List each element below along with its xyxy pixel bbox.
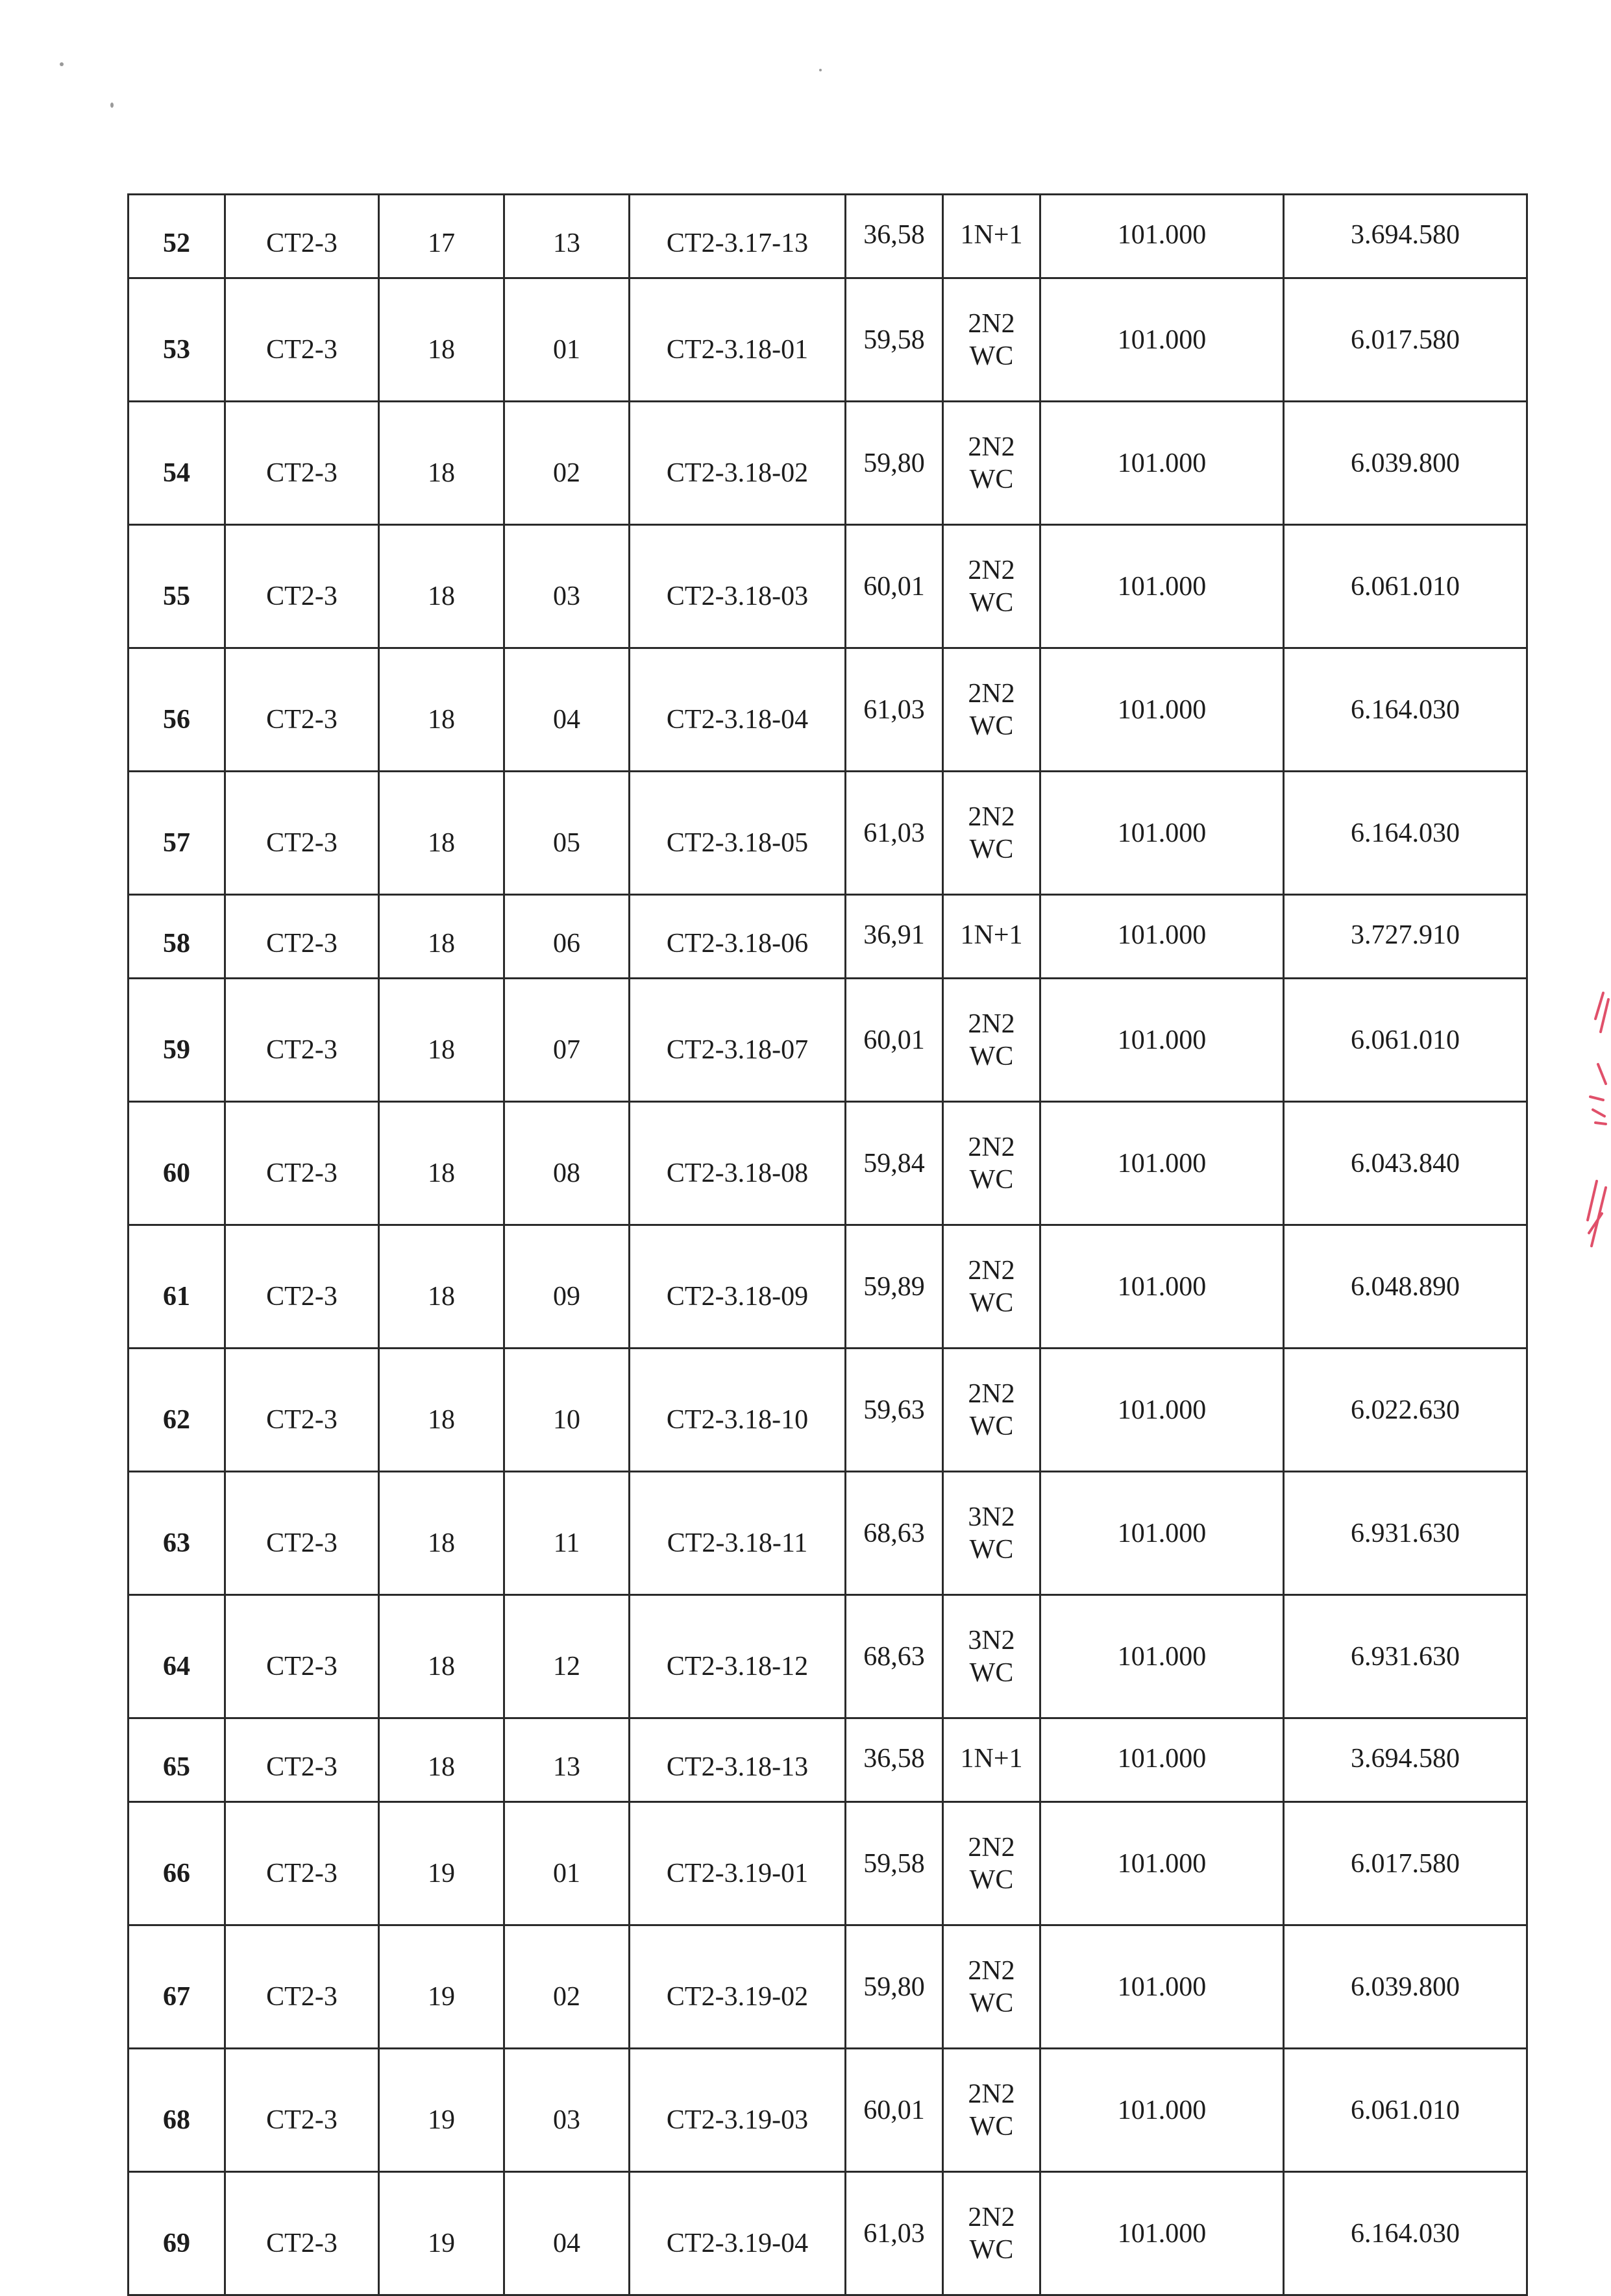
cell-area: 59,89 [846,1225,943,1349]
cell-area: 36,91 [846,895,943,979]
table-row [129,1349,1527,1472]
cell-unit: 03 [504,2049,630,2172]
type-line-1: 2N2 [968,1008,1015,1039]
cell-unit-price: 101.000 [1040,895,1284,979]
cell-floor: 19 [379,2049,504,2172]
cell-stt: 67 [129,1925,225,2049]
cell-apartment: CT2-3.17-13 [630,195,846,278]
cell-building: CT2-3 [225,895,379,979]
cell-unit-price: 101.000 [1040,525,1284,648]
cell-unit-price: 101.000 [1040,1595,1284,1718]
cell-unit: 01 [504,278,630,402]
cell-total: 6.164.030 [1284,648,1527,772]
cell-floor: 18 [379,979,504,1102]
cell-unit: 13 [504,195,630,278]
cell-type [943,525,1040,648]
red-stamp-fragment [1584,986,1611,1259]
cell-type [943,1925,1040,2049]
type-line-1: 2N2 [968,432,1015,462]
type-line-2: WC [969,587,1014,618]
type-line-2: WC [969,1864,1014,1895]
cell-type [943,1802,1040,1925]
type-line-2: WC [969,1534,1014,1565]
cell-apartment: CT2-3.19-02 [630,1925,846,2049]
cell-total: 3.694.580 [1284,1718,1527,1802]
cell-floor: 18 [379,278,504,402]
cell-unit: 01 [504,1802,630,1925]
cell-unit: 10 [504,1349,630,1472]
type-line-1: 2N2 [968,678,1015,709]
cell-floor: 18 [379,1595,504,1718]
scan-speck [60,62,64,66]
type-line-2: WC [969,1657,1014,1688]
cell-unit: 02 [504,402,630,525]
cell-total: 6.017.580 [1284,1802,1527,1925]
cell-unit-price: 101.000 [1040,402,1284,525]
cell-stt: 60 [129,1102,225,1225]
type-line-1: 2N2 [968,2202,1015,2232]
cell-building: CT2-3 [225,1595,379,1718]
cell-unit-price: 101.000 [1040,772,1284,895]
table-row [129,1595,1527,1718]
cell-apartment: CT2-3.18-06 [630,895,846,979]
cell-building: CT2-3 [225,1925,379,2049]
cell-stt: 59 [129,979,225,1102]
table-row [129,979,1527,1102]
cell-floor: 18 [379,895,504,979]
cell-apartment: CT2-3.18-01 [630,278,846,402]
cell-floor: 18 [379,772,504,895]
cell-apartment: CT2-3.18-13 [630,1718,846,1802]
cell-type [943,1595,1040,1718]
cell-type [943,402,1040,525]
type-line-2: WC [969,1041,1014,1071]
cell-total: 6.039.800 [1284,1925,1527,2049]
cell-unit: 08 [504,1102,630,1225]
cell-building: CT2-3 [225,1102,379,1225]
cell-area: 60,01 [846,525,943,648]
cell-area: 68,63 [846,1472,943,1595]
type-line-1: 2N2 [968,308,1015,339]
table-row [129,648,1527,772]
cell-building: CT2-3 [225,1802,379,1925]
cell-stt: 55 [129,525,225,648]
type-line-2: WC [969,341,1014,371]
type-line-1: 2N2 [968,1132,1015,1162]
cell-type [943,1225,1040,1349]
table-row [129,1102,1527,1225]
cell-apartment: CT2-3.18-09 [630,1225,846,1349]
cell-floor: 17 [379,195,504,278]
cell-total: 6.043.840 [1284,1102,1527,1225]
cell-area: 60,01 [846,2049,943,2172]
cell-total: 6.164.030 [1284,772,1527,895]
cell-stt: 68 [129,2049,225,2172]
cell-area: 59,80 [846,1925,943,2049]
cell-unit: 07 [504,979,630,1102]
cell-floor: 18 [379,1102,504,1225]
type-line-1: 2N2 [968,1378,1015,1409]
cell-apartment: CT2-3.18-10 [630,1349,846,1472]
cell-total: 6.931.630 [1284,1472,1527,1595]
type-line-1: 2N2 [968,1832,1015,1862]
table-row [129,2049,1527,2172]
cell-building: CT2-3 [225,648,379,772]
type-line-2: WC [969,2234,1014,2265]
cell-stt: 52 [129,195,225,278]
cell-type [943,2049,1040,2172]
type-line-1: 2N2 [968,1255,1015,1286]
cell-area: 59,58 [846,1802,943,1925]
table-row [129,1472,1527,1595]
cell-building: CT2-3 [225,1225,379,1349]
cell-building: CT2-3 [225,979,379,1102]
cell-stt: 63 [129,1472,225,1595]
cell-building: CT2-3 [225,278,379,402]
cell-floor: 18 [379,525,504,648]
cell-area: 68,63 [846,1595,943,1718]
cell-building: CT2-3 [225,195,379,278]
type-line-2: WC [969,1411,1014,1441]
cell-unit: 11 [504,1472,630,1595]
cell-unit: 05 [504,772,630,895]
cell-unit-price: 101.000 [1040,2049,1284,2172]
type-line-1: 3N2 [968,1502,1015,1532]
cell-unit: 12 [504,1595,630,1718]
cell-total: 3.694.580 [1284,195,1527,278]
cell-unit: 09 [504,1225,630,1349]
cell-apartment: CT2-3.18-04 [630,648,846,772]
cell-apartment: CT2-3.18-05 [630,772,846,895]
cell-unit: 03 [504,525,630,648]
table-row [129,525,1527,648]
cell-unit-price: 101.000 [1040,979,1284,1102]
table-row [129,402,1527,525]
cell-total: 6.061.010 [1284,979,1527,1102]
type-line-1: 2N2 [968,1955,1015,1986]
cell-area: 59,80 [846,402,943,525]
type-line-2: WC [969,1164,1014,1195]
cell-stt: 53 [129,278,225,402]
cell-floor: 19 [379,2172,504,2295]
cell-total: 3.727.910 [1284,895,1527,979]
cell-type [943,772,1040,895]
cell-floor: 19 [379,1925,504,2049]
type-line-2: WC [969,1988,1014,2018]
cell-apartment: CT2-3.19-04 [630,2172,846,2295]
cell-building: CT2-3 [225,772,379,895]
apartment-price-table [127,193,1528,2296]
cell-unit: 04 [504,648,630,772]
cell-area: 59,63 [846,1349,943,1472]
cell-unit-price: 101.000 [1040,1472,1284,1595]
cell-total: 6.061.010 [1284,525,1527,648]
cell-unit-price: 101.000 [1040,195,1284,278]
cell-total: 6.048.890 [1284,1225,1527,1349]
cell-type [943,1472,1040,1595]
cell-building: CT2-3 [225,525,379,648]
cell-stt: 66 [129,1802,225,1925]
cell-type [943,1349,1040,1472]
cell-unit-price: 101.000 [1040,648,1284,772]
cell-apartment: CT2-3.18-03 [630,525,846,648]
cell-unit-price: 101.000 [1040,1225,1284,1349]
cell-unit-price: 101.000 [1040,1802,1284,1925]
table-body [129,195,1527,2295]
cell-total: 6.017.580 [1284,278,1527,402]
cell-unit: 04 [504,2172,630,2295]
cell-apartment: CT2-3.19-03 [630,2049,846,2172]
cell-unit-price: 101.000 [1040,1102,1284,1225]
cell-floor: 18 [379,402,504,525]
cell-apartment: CT2-3.18-02 [630,402,846,525]
cell-stt: 58 [129,895,225,979]
cell-area: 61,03 [846,648,943,772]
cell-floor: 18 [379,1349,504,1472]
scan-speck [110,103,114,108]
table-row [129,2172,1527,2295]
cell-unit-price: 101.000 [1040,1718,1284,1802]
type-line-2: WC [969,711,1014,741]
cell-building: CT2-3 [225,402,379,525]
type-line-2: WC [969,2111,1014,2142]
cell-type: 1N+1 [943,195,1040,278]
cell-unit-price: 101.000 [1040,1925,1284,2049]
cell-apartment: CT2-3.18-07 [630,979,846,1102]
cell-floor: 18 [379,1225,504,1349]
cell-unit: 02 [504,1925,630,2049]
type-line-2: WC [969,834,1014,864]
table-row [129,772,1527,895]
cell-floor: 18 [379,1472,504,1595]
cell-stt: 64 [129,1595,225,1718]
cell-stt: 56 [129,648,225,772]
table-row [129,895,1527,979]
cell-area: 36,58 [846,195,943,278]
cell-area: 36,58 [846,1718,943,1802]
cell-total: 6.022.630 [1284,1349,1527,1472]
cell-stt: 65 [129,1718,225,1802]
cell-type: 1N+1 [943,895,1040,979]
cell-stt: 54 [129,402,225,525]
cell-apartment: CT2-3.18-08 [630,1102,846,1225]
cell-type [943,2172,1040,2295]
table-row [129,1925,1527,2049]
cell-area: 60,01 [846,979,943,1102]
cell-stt: 61 [129,1225,225,1349]
cell-type [943,979,1040,1102]
cell-unit-price: 101.000 [1040,278,1284,402]
cell-building: CT2-3 [225,2049,379,2172]
type-line-1: 2N2 [968,555,1015,585]
cell-unit: 13 [504,1718,630,1802]
cell-type [943,1102,1040,1225]
table-row [129,195,1527,278]
type-line-1: 2N2 [968,801,1015,832]
cell-apartment: CT2-3.18-11 [630,1472,846,1595]
cell-area: 61,03 [846,2172,943,2295]
type-line-2: WC [969,1288,1014,1318]
cell-total: 6.061.010 [1284,2049,1527,2172]
cell-area: 59,58 [846,278,943,402]
cell-type [943,278,1040,402]
cell-total: 6.039.800 [1284,402,1527,525]
table-row [129,1802,1527,1925]
cell-total: 6.164.030 [1284,2172,1527,2295]
cell-unit: 06 [504,895,630,979]
table-row [129,1718,1527,1802]
table-row [129,1225,1527,1349]
cell-building: CT2-3 [225,2172,379,2295]
type-line-1: 2N2 [968,2079,1015,2109]
cell-type: 1N+1 [943,1718,1040,1802]
cell-apartment: CT2-3.19-01 [630,1802,846,1925]
type-line-2: WC [969,464,1014,495]
cell-apartment: CT2-3.18-12 [630,1595,846,1718]
cell-stt: 57 [129,772,225,895]
cell-unit-price: 101.000 [1040,1349,1284,1472]
cell-building: CT2-3 [225,1349,379,1472]
type-line-1: 3N2 [968,1625,1015,1655]
table-row [129,278,1527,402]
cell-area: 59,84 [846,1102,943,1225]
cell-stt: 69 [129,2172,225,2295]
cell-unit-price: 101.000 [1040,2172,1284,2295]
scan-speck [819,69,822,71]
cell-building: CT2-3 [225,1718,379,1802]
cell-total: 6.931.630 [1284,1595,1527,1718]
cell-building: CT2-3 [225,1472,379,1595]
cell-floor: 18 [379,1718,504,1802]
cell-floor: 18 [379,648,504,772]
cell-type [943,648,1040,772]
cell-floor: 19 [379,1802,504,1925]
cell-stt: 62 [129,1349,225,1472]
cell-area: 61,03 [846,772,943,895]
